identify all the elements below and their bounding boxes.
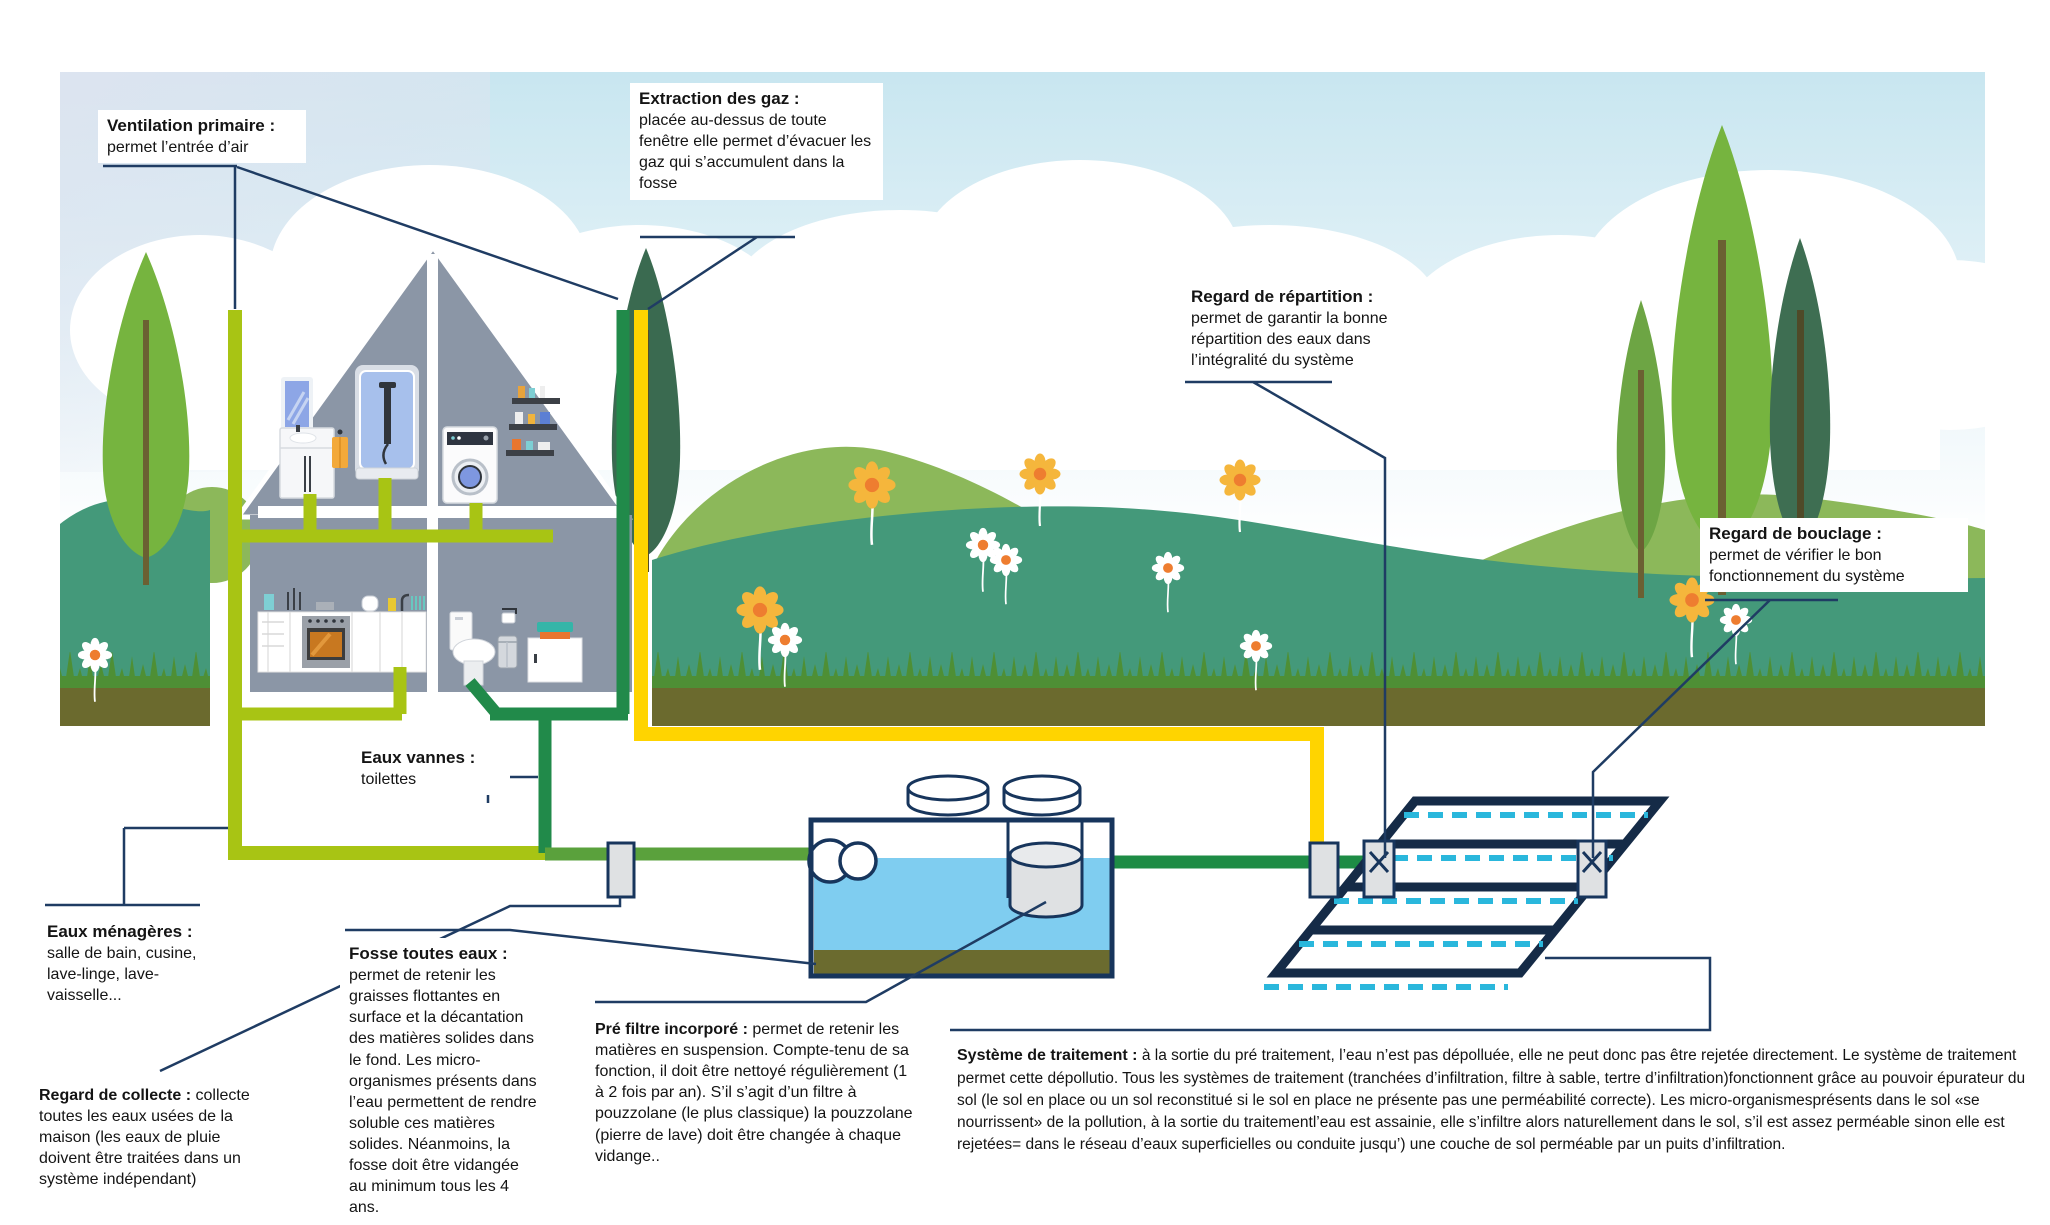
soil-strip [652, 688, 1985, 726]
callout-body: toilettes [361, 771, 417, 789]
callout-body: permet de garantir la bonne répartition des eaux dans l’intégralité du système [1191, 310, 1388, 370]
callout-title: Fosse toutes eaux : [349, 944, 508, 963]
callout-title: Système de traitement : [957, 1047, 1138, 1064]
trash-bin-icon [498, 636, 517, 668]
shower-cabin-icon [355, 365, 419, 479]
mirror-icon [281, 377, 313, 431]
callout-title: Eaux vannes : [361, 748, 476, 767]
inspection-box-icon [1364, 841, 1394, 897]
callout-body: à la sortie du pré traitement, l’eau n’est pas dépolluée, elle ne peut donc pas être rejetée directement. Le système de traitement permet cette dépollutio. Tous les systèmes de traitement (tranchées d’infiltration, filtre à sable, tertre d’infiltration)fonctionnent grâce au pouvoir épurateur du sol (le sol en place ou un sol reconstitué si le sol en place ne présente pas une perméabilité correcte). Les micro-organismesprésents dans le sol «se nourrissent» de la pollution, à la sortie du traitementl’eau est assainie, elle s’infiltre alors naturellement dans le sol, s’il est assez perméable sinon elle est rejetées= dans le réseau d’eaux superficielles ou conduite jusqu’) une couche de sol perméable par un puits d’infiltration. [957, 1047, 2026, 1153]
callout-body: permet de retenir les matières en suspension. Compte-tenu de sa fonction, il doit être nettoyé régulièrement (1 à 2 fois par an). S’il s’agit d’un filtre à pouzzolane (le plus classique) la pouzzolane (pierre de lave) doit être changée à chaque vidange.. [595, 1021, 913, 1165]
callout-eaux-vannes [352, 742, 510, 795]
callout-systeme-traitement [948, 1040, 2050, 1161]
callout-fosse-toutes-eaux [340, 938, 548, 1223]
vanity-sink-icon [280, 425, 334, 498]
inspection-box-icon [608, 843, 634, 897]
callout-title: Regard de répartition : [1191, 287, 1374, 306]
callout-regard-collecte [30, 1080, 283, 1196]
callout-body: collecte toutes les eaux usées de la maison (les eaux de pluie doivent être traitées dans un système indépendant) [39, 1087, 250, 1189]
tank-sludge [814, 950, 1110, 974]
pre-filter-icon [1010, 843, 1082, 917]
callout-body: permet de retenir les graisses flottantes en surface et la décantation des matières solides dans le fond. Les micro-organismes présents dans l’eau permettent de rendre soluble ces matières solides. Néanmoins, la fosse doit être vidangée au minimum tous les 4 ans. [349, 967, 537, 1217]
washing-machine-icon [443, 427, 497, 503]
wall-divider [427, 254, 438, 692]
tank-lid-icon [908, 776, 988, 815]
callout-title: Ventilation primaire : [107, 116, 276, 135]
callout-body: salle de bain, cusine, lave-linge, lave-vaisselle... [47, 945, 197, 1005]
callout-title: Extraction des gaz : [639, 89, 800, 108]
callout-title: Pré filtre incorporé : [595, 1021, 748, 1038]
oven-icon [302, 616, 350, 668]
callout-extraction-gaz [630, 83, 883, 200]
callout-body: placée au-dessus de toute fenêtre elle permet d’évacuer les gaz qui s’accumulent dans la fosse [639, 112, 872, 193]
callout-title: Eaux ménagères : [47, 922, 193, 941]
septic-tank-icon [809, 776, 1112, 976]
callout-line-eaux-menageres [45, 828, 228, 905]
callout-ventilation-primaire [98, 110, 306, 163]
callout-title: Regard de collecte : [39, 1087, 192, 1104]
inspection-box-icon [1310, 843, 1338, 897]
callout-title: Regard de bouclage : [1709, 524, 1882, 543]
callout-regard-repartition [1182, 281, 1455, 376]
callout-regard-bouclage [1700, 518, 1968, 592]
tank-lid-icon [1004, 776, 1080, 815]
callout-eaux-menageres [38, 916, 228, 1011]
callout-body: permet l’entrée d’air [107, 139, 249, 157]
callout-pre-filtre [586, 1014, 922, 1172]
callout-body: permet de vérifier le bon fonctionnement du système [1709, 547, 1905, 586]
